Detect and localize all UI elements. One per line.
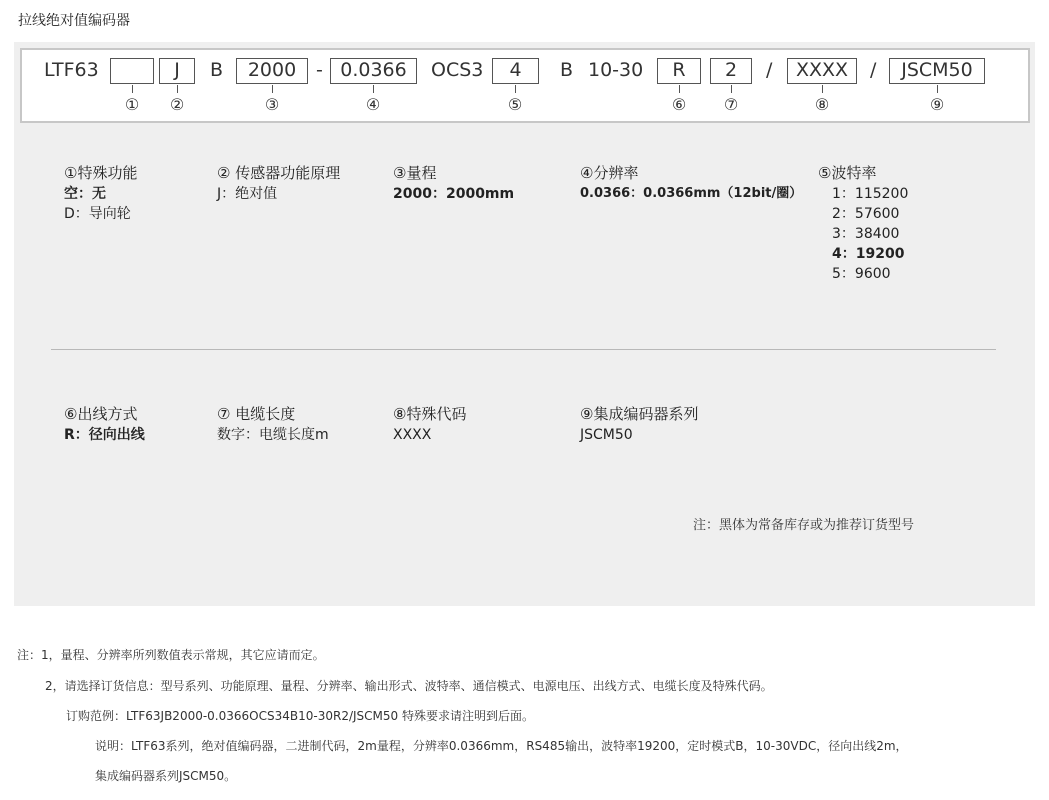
code-tick-6 (679, 85, 680, 93)
page-title: 拉线绝对值编码器 (18, 13, 130, 29)
section-title: ④分辨率 (580, 164, 639, 182)
code-voltage: 10-30 (588, 59, 644, 81)
code-letter-b2: B (560, 59, 574, 81)
code-field-8: XXXX (787, 58, 857, 84)
section-title: ⑧特殊代码 (393, 405, 467, 423)
section-option: 空：无 (64, 186, 106, 202)
note-line: 注：1，量程、分辨率所列数值表示常规，其它应请而定。 (17, 648, 325, 662)
section-title: ⑨集成编码器系列 (580, 405, 699, 423)
section-option: 3：38400 (832, 226, 900, 242)
code-marker-3: ③ (264, 95, 280, 114)
code-marker-9: ⑨ (929, 95, 945, 114)
section-title: ⑥出线方式 (64, 405, 138, 423)
code-marker-2: ② (169, 95, 185, 114)
code-tick-9 (937, 85, 938, 93)
code-field-5: 4 (492, 58, 539, 84)
code-tick-5 (515, 85, 516, 93)
section-baud-rate (818, 163, 908, 284)
section-option: R：径向出线 (64, 427, 145, 443)
section-divider (51, 349, 996, 350)
model-code-frame (20, 48, 1030, 123)
section-title: ⑦ 电缆长度 (217, 405, 296, 423)
note-line: 说明：LTF63系列，绝对值编码器，二进制代码，2m量程，分辨率0.0366mm，RS485输出，波特率19200，定时模式B，10-30VDC，径向出线2m， (95, 739, 908, 753)
code-field-9: JSCM50 (889, 58, 985, 84)
section-option: J：绝对值 (217, 186, 278, 202)
section-option: JSCM50 (580, 427, 633, 443)
section-option: 2：57600 (832, 206, 900, 222)
section-option: 5：9600 (832, 266, 891, 282)
section-title: ③量程 (393, 164, 437, 182)
code-prefix: LTF63 (44, 59, 99, 81)
section-special-code (393, 404, 466, 445)
section-option: XXXX (393, 427, 432, 443)
section-title: ⑤波特率 (818, 164, 877, 182)
code-marker-5: ⑤ (507, 95, 523, 114)
code-ocs: OCS3 (431, 59, 484, 81)
section-sensor-principle (217, 163, 340, 204)
code-marker-7: ⑦ (723, 95, 739, 114)
note-line: 集成编码器系列JSCM50。 (95, 769, 237, 783)
code-field-6: R (657, 58, 701, 84)
code-field-7: 2 (710, 58, 752, 84)
section-option: 数字：电缆长度m (217, 427, 329, 443)
code-dash: - (316, 59, 323, 81)
section-special-function (64, 163, 137, 224)
code-tick-2 (177, 85, 178, 93)
section-cable-outlet (64, 404, 145, 445)
code-tick-4 (373, 85, 374, 93)
bold-legend-note: 注：黑体为常备库存或为推荐订货型号 (693, 518, 915, 533)
code-tick-7 (731, 85, 732, 93)
code-slash-2: / (870, 59, 877, 81)
section-integrated-encoder (580, 404, 698, 445)
code-tick-3 (272, 85, 273, 93)
section-option: 4：19200 (832, 246, 905, 262)
code-marker-6: ⑥ (671, 95, 687, 114)
section-option: 2000：2000mm (393, 186, 515, 202)
section-option: 0.0366：0.0366mm（12bit/圈） (580, 186, 803, 201)
note-line: 订购范例：LTF63JB2000-0.0366OCS34B10-30R2/JSCM50 特殊要求请注明到后面。 (66, 709, 534, 723)
code-tick-1 (132, 85, 133, 93)
code-marker-8: ⑧ (814, 95, 830, 114)
code-field-4: 0.0366 (330, 58, 417, 84)
code-tick-8 (822, 85, 823, 93)
code-letter-b1: B (210, 59, 224, 81)
code-slash-1: / (766, 59, 773, 81)
section-range (393, 163, 514, 204)
section-resolution (580, 163, 802, 204)
section-cable-length (217, 404, 329, 445)
code-field-3: 2000 (236, 58, 308, 84)
section-option: 1：115200 (832, 186, 909, 202)
code-marker-1: ① (124, 95, 140, 114)
section-title: ② 传感器功能原理 (217, 164, 341, 182)
code-field-1 (110, 58, 154, 84)
note-line: 2，请选择订货信息：型号系列、功能原理、量程、分辨率、输出形式、波特率、通信模式、电源电压、出线方式、电缆长度及特殊代码。 (45, 679, 773, 693)
code-field-2: J (159, 58, 195, 84)
section-title: ①特殊功能 (64, 164, 138, 182)
section-option: D：导向轮 (64, 206, 131, 222)
code-marker-4: ④ (365, 95, 381, 114)
